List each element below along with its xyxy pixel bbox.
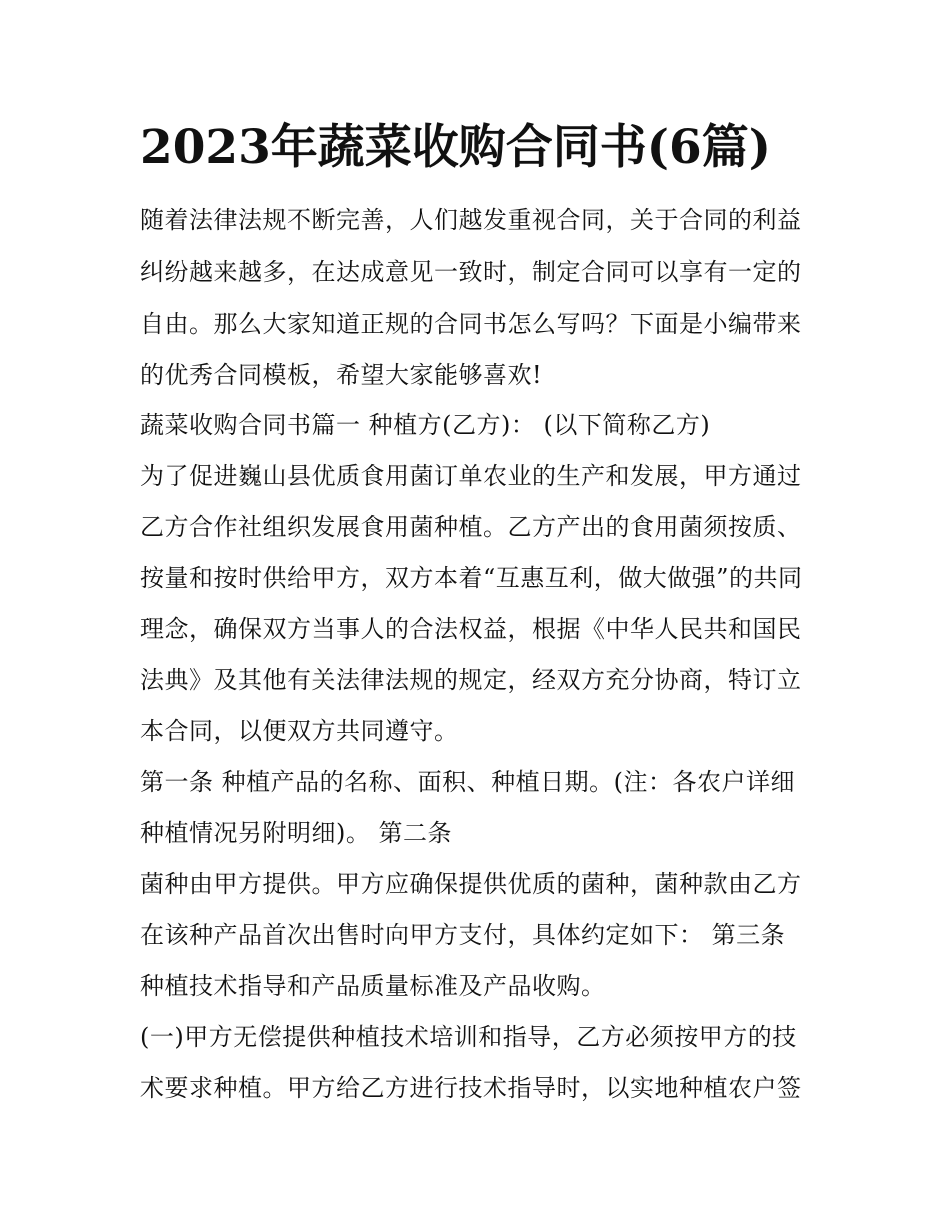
paragraph-line: 理念，确保双方当事人的合法权益，根据《中华人民共和国民 xyxy=(140,615,802,643)
paragraph-line: 随着法律法规不断完善，人们越发重视合同，关于合同的利益 xyxy=(140,206,802,234)
paragraph-line: 法典》及其他有关法律法规的规定，经双方充分协商，特订立 xyxy=(140,666,802,694)
paragraph-line: 的优秀合同模板，希望大家能够喜欢! xyxy=(140,361,543,389)
paragraph-line: 为了促进巍山县优质食用菌订单农业的生产和发展，甲方通过 xyxy=(140,462,802,490)
paragraph-line: 第一条 种植产品的名称、面积、种植日期。(注：各农户详细 xyxy=(140,768,795,796)
document-title: 2023年蔬菜收购合同书(6篇) xyxy=(140,120,771,175)
paragraph-line: 种植情况另附明细)。 第二条 xyxy=(140,819,452,847)
paragraph-line: 按量和按时供给甲方，双方本着“互惠互利，做大做强”的共同 xyxy=(140,564,803,592)
paragraph-line: 自由。那么大家知道正规的合同书怎么写吗？下面是小编带来 xyxy=(140,310,802,338)
paragraph-line: 蔬菜收购合同书篇一 种植方(乙方)： (以下简称乙方) xyxy=(140,411,711,439)
paragraph-line: 在该种产品首次出售时向甲方支付，具体约定如下： 第三条 xyxy=(140,921,786,949)
paragraph-line: 菌种由甲方提供。甲方应确保提供优质的菌种，菌种款由乙方 xyxy=(140,870,802,898)
paragraph-line: 乙方合作社组织发展食用菌种植。乙方产出的食用菌须按质、 xyxy=(140,513,802,541)
paragraph-line: 本合同，以便双方共同遵守。 xyxy=(140,717,459,745)
paragraph-line: 种植技术指导和产品质量标准及产品收购。 xyxy=(140,972,606,1000)
paragraph-line: (一)甲方无偿提供种植技术培训和指导，乙方必须按甲方的技 xyxy=(140,1023,797,1051)
paragraph-line: 纠纷越来越多，在达成意见一致时，制定合同可以享有一定的 xyxy=(140,258,802,286)
paragraph-line: 术要求种植。甲方给乙方进行技术指导时，以实地种植农户签 xyxy=(140,1074,802,1102)
